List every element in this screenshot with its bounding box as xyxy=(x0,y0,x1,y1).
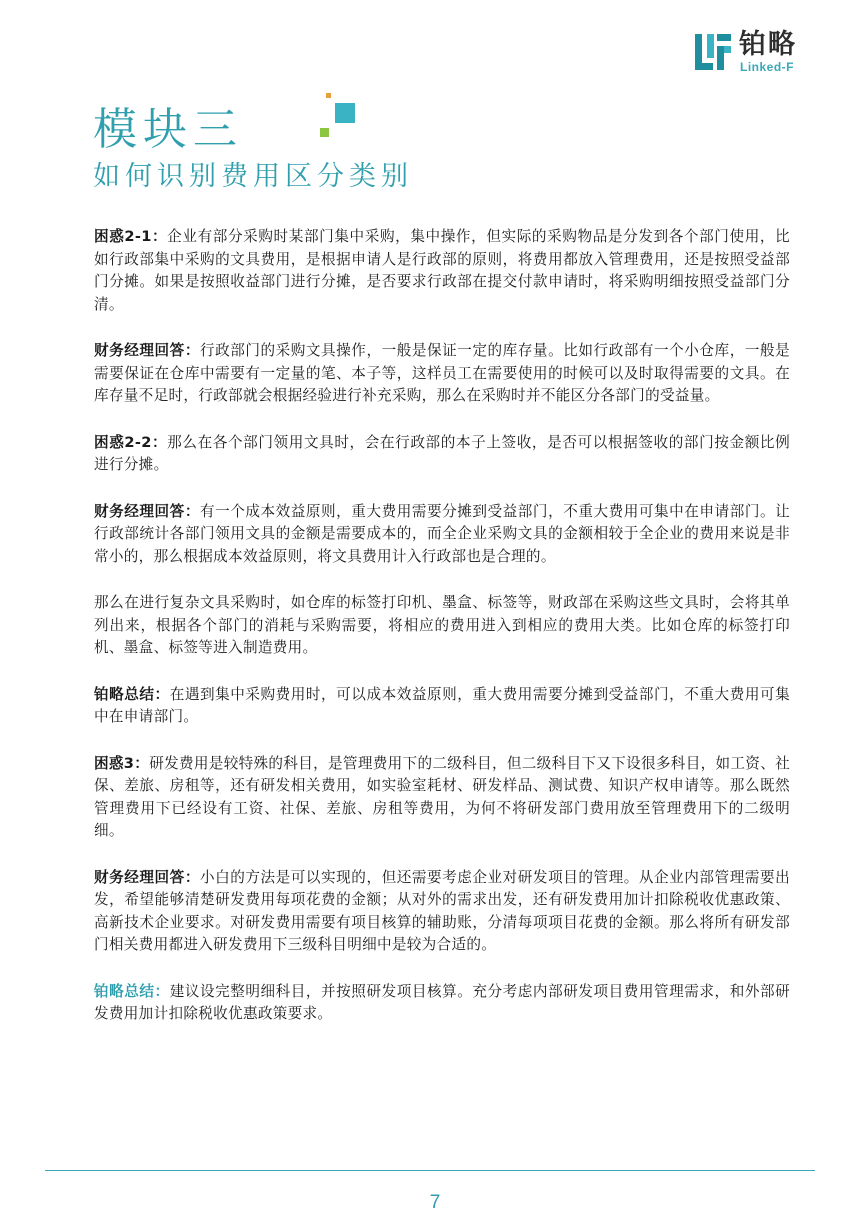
paragraph-text: 行政部门的采购文具操作，一般是保证一定的库存量。比如行政部有一个小仓库，一般是需要保证在仓库中需要有一定量的笔、本子等，这样员工在需要使用的时候可以及时取得需要的文具。在库存量不足时，行政部就会根据经验进行补充采购，那么在采购时并不能区分各部门的受益量。 xyxy=(94,342,790,404)
paragraph-label: 财务经理回答： xyxy=(94,502,200,520)
paragraph-text: 那么在各个部门领用文具时，会在行政部的本子上签收，是否可以根据签收的部门按金额比例进行分摊。 xyxy=(94,433,790,473)
paragraph-summary-2 xyxy=(94,981,790,1026)
logo-chinese-name: 铂略 xyxy=(739,29,797,60)
footer-divider xyxy=(45,1170,815,1171)
paragraph-text: 小白的方法是可以实现的，但还需要考虑企业对研发项目的管理。从企业内部管理需要出发，希望能够清楚研发费用每项花费的金额；从对外的需求出发，还有研发费用加计扣除税收优惠政策、高新技术企业要求。对研发费用需要有项目核算的辅助账，分清每项项目花费的金额。那么将所有研发部门相关费用都进入研发费用下三级科目明细中是较为合适的。 xyxy=(94,868,790,953)
paragraph-answer-1 xyxy=(94,340,790,408)
paragraph-text: 那么在进行复杂文具采购时，如仓库的标签打印机、墨盒、标签等，财政部在采购这些文具时，会将其单列出来，根据各个部门的消耗与采购需要，将相应的费用进入到相应的费用大类。比如仓库的标签打印机、墨盒、标签等进入制造费用。 xyxy=(94,594,790,656)
paragraph-text: 有一个成本效益原则，重大费用需要分摊到受益部门，不重大费用可集中在申请部门。让行政部统计各部门领用文具的金额是需要成本的，而全企业采购文具的金额相较于全企业的费用来说是非常小的，那么根据成本效益原则，将文具费用计入行政部也是合理的。 xyxy=(94,502,790,565)
paragraph-label: 困惑2-1： xyxy=(94,228,168,245)
page-number: 7 xyxy=(429,1192,441,1213)
paragraph-question-2-2 xyxy=(94,432,790,477)
module-subtitle: 如何识别费用区分类别 xyxy=(93,161,413,192)
paragraph-text: 研发费用是较特殊的科目，是管理费用下的二级科目，但二级科目下又下设很多科目，如工资、社保、差旅、房租等，还有研发相关费用，如实验室耗材、研发样品、测试费、知识产权申请等。那么既然管理费用下已经设有工资、社保、差旅、房租等费用，为何不将研发部门费用放至管理费用下的二级明细。 xyxy=(94,754,791,839)
paragraph-label: 财务经理回答： xyxy=(94,342,200,359)
paragraph-summary-1 xyxy=(94,684,790,729)
paragraph-label: 铂略总结： xyxy=(94,982,170,1000)
paragraph-answer-3 xyxy=(94,867,790,957)
article-body xyxy=(94,226,790,1050)
paragraph-label: 财务经理回答： xyxy=(94,868,200,886)
paragraph-text: 在遇到集中采购费用时，可以成本效益原则，重大费用需要分摊到受益部门，不重大费用可集中在申请部门。 xyxy=(94,685,790,725)
paragraph-text: 建议设完整明细科目，并按照研发项目核算。充分考虑内部研发项目费用管理需求，和外部研发费用加计扣除税收优惠政策要求。 xyxy=(94,982,790,1022)
paragraph-label: 困惑3： xyxy=(94,754,150,772)
module-title: 模块三 xyxy=(93,104,243,155)
paragraph-answer-2-continued xyxy=(94,592,790,660)
logo-mark-icon xyxy=(693,32,733,72)
decorative-squares-icon xyxy=(316,90,366,140)
company-logo xyxy=(693,30,823,78)
paragraph-text: 企业有部分采购时某部门集中采购，集中操作，但实际的采购物品是分发到各个部门使用，比如行政部集中采购的文具费用，是根据申请人是行政部的原则，将费用都放入管理费用，还是按照受益部门分摊。如果是按照收益部门进行分摊，是否要求行政部在提交付款申请时，将采购明细按照受益部门分清。 xyxy=(94,228,790,313)
paragraph-answer-2 xyxy=(94,501,790,569)
paragraph-label: 困惑2-2： xyxy=(94,433,168,451)
paragraph-label: 铂略总结： xyxy=(94,685,170,703)
paragraph-question-2-1 xyxy=(94,226,790,316)
paragraph-question-3 xyxy=(94,753,790,843)
logo-english-name: Linked-F xyxy=(740,60,794,74)
